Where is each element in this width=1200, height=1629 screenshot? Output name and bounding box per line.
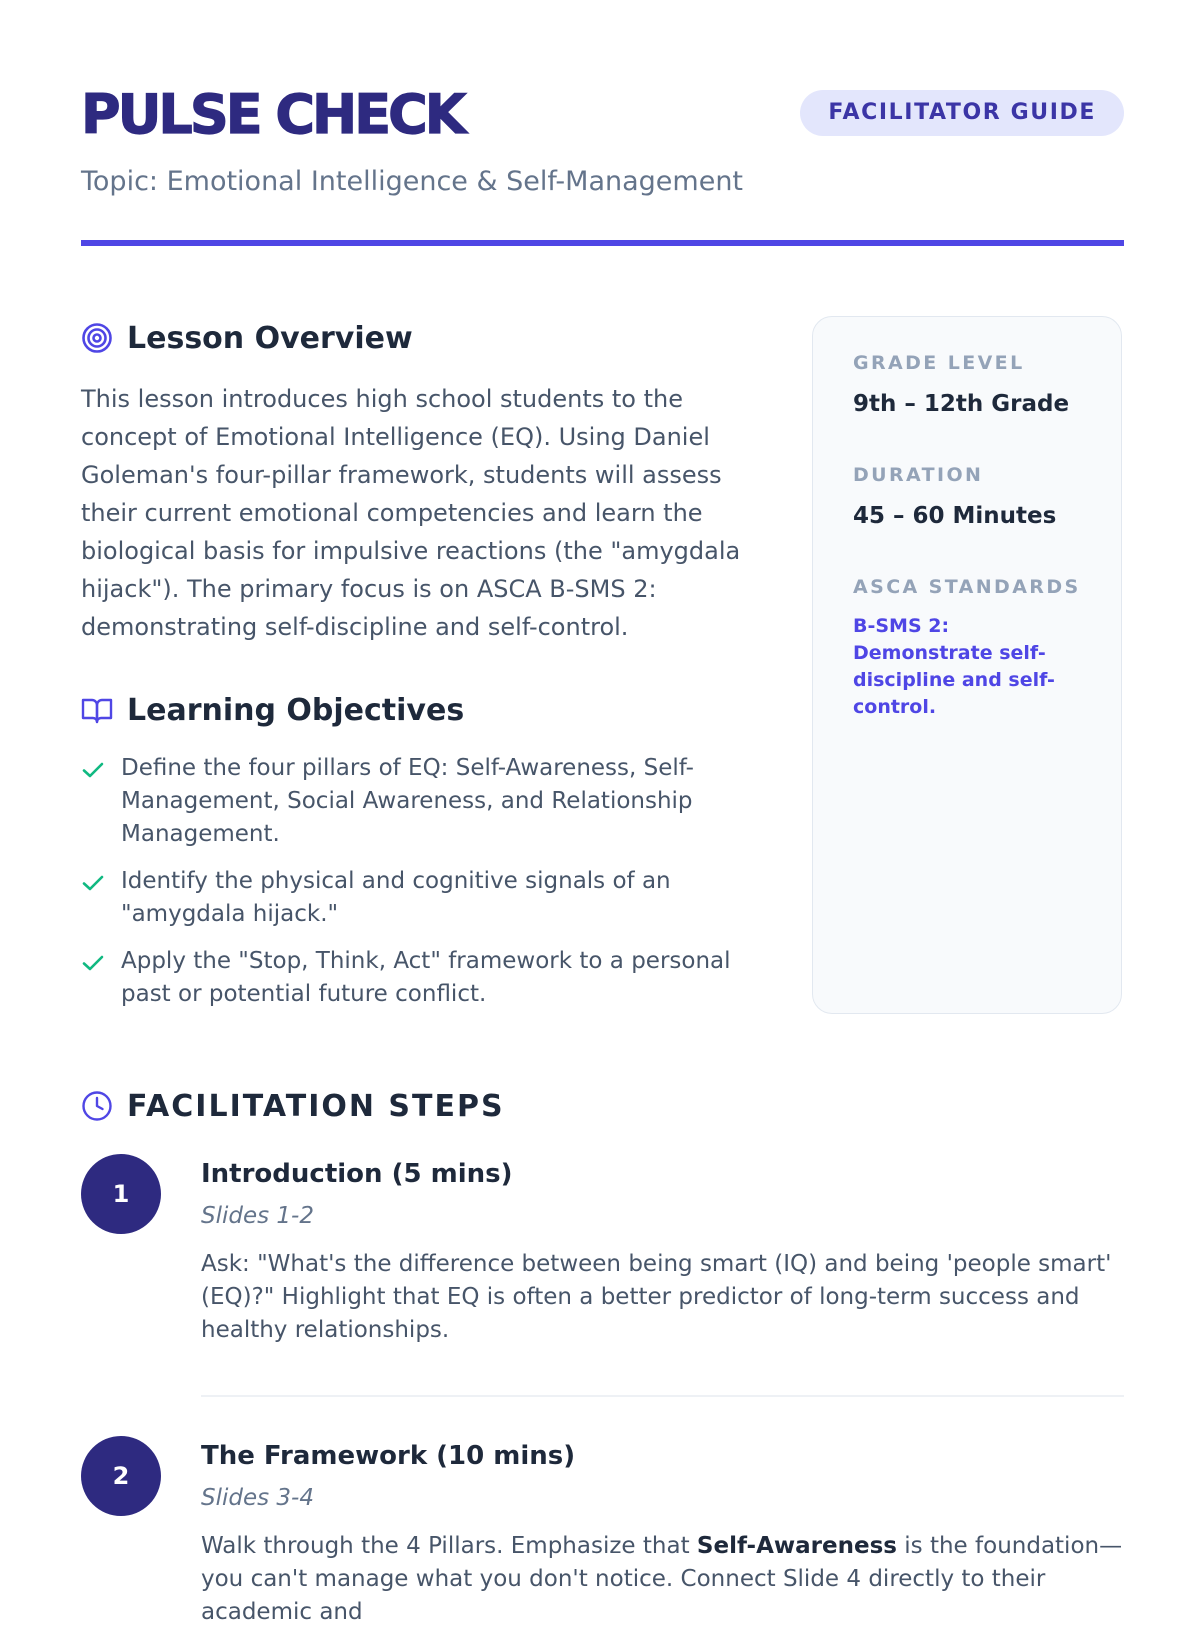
- step-body: [201, 1154, 1124, 1347]
- step-slides: Slides 3-4: [201, 1485, 314, 1511]
- lesson-overview-text: [81, 380, 751, 646]
- grade-level-label: GRADE LEVEL: [853, 352, 1025, 374]
- lesson-overview-title: Lesson Overview: [127, 320, 413, 356]
- asca-standards-label: ASCA STANDARDS: [853, 576, 1081, 598]
- step-number-badge: 1: [81, 1154, 161, 1234]
- target-icon: [81, 322, 113, 354]
- check-icon: [81, 951, 105, 975]
- step-description: [201, 1530, 1124, 1629]
- book-open-icon: [81, 694, 113, 726]
- grade-level-value: 9th – 12th Grade: [853, 391, 1070, 417]
- duration-label: DURATION: [853, 464, 984, 486]
- objective-text: Apply the "Stop, Think, Act" framework to a personal past or potential future conflict.: [121, 948, 731, 1007]
- clock-icon: [81, 1090, 113, 1122]
- objectives-list: [81, 752, 741, 1025]
- learning-objectives-title: Learning Objectives: [127, 692, 465, 728]
- step-description-end: is the foundation—you can't manage what you don't notice. Connect Slide 4 directly to their academic and: [201, 1533, 1123, 1625]
- step-divider: [201, 1395, 1124, 1397]
- topic-subtitle: Topic: Emotional Intelligence & Self-Management: [81, 166, 744, 197]
- duration-value: 45 – 60 Minutes: [853, 503, 1057, 529]
- asca-standards-value: B-SMS 2: Demonstrate self-discipline and self-control.: [853, 615, 1055, 718]
- objective-item: [81, 752, 741, 851]
- overview-paragraph: This lesson introduces high school students to the concept of Emotional Intelligence (EQ). Using Daniel Goleman's four-pillar framework, students will assess their current emotional competencies and learn the biological basis for impulsive reactions (the "amygdala hijack"). The primary focus is on ASCA B-SMS 2: demonstrating self-discipline and self-control.: [81, 385, 741, 641]
- learning-objectives-heading: [81, 690, 464, 730]
- step-title: The Framework (10 mins): [201, 1441, 576, 1471]
- facilitation-steps-heading: [81, 1086, 505, 1126]
- step-description-emphasis: Self-Awareness: [696, 1533, 897, 1559]
- step-description-start: Walk through the 4 Pillars. Emphasize that: [201, 1533, 697, 1559]
- step-title: Introduction (5 mins): [201, 1159, 513, 1189]
- check-icon: [81, 871, 105, 895]
- step-body: [201, 1436, 1124, 1629]
- facilitation-steps-title: FACILITATION STEPS: [127, 1088, 505, 1124]
- objective-text: Identify the physical and cognitive signals of an "amygdala hijack.": [121, 868, 671, 927]
- facilitator-guide-page: [81, 0, 1124, 1625]
- page-title: PULSE CHECK: [81, 83, 464, 146]
- step-description: Ask: "What's the difference between being smart (IQ) and being 'people smart' (EQ)?" Highlight that EQ is often a better predictor of long-term success and healthy relationships.: [201, 1251, 1112, 1343]
- objective-item: [81, 865, 741, 931]
- header-divider: [81, 240, 1124, 246]
- step-slides: Slides 1-2: [201, 1203, 314, 1229]
- objective-text: Define the four pillars of EQ: Self-Awareness, Self-Management, Social Awareness, and Relationship Management.: [121, 755, 694, 847]
- lesson-info-card: [812, 316, 1122, 1014]
- step-number-badge: 2: [81, 1436, 161, 1516]
- check-icon: [81, 758, 105, 782]
- objective-item: [81, 945, 741, 1011]
- facilitator-guide-badge: FACILITATOR GUIDE: [800, 90, 1124, 136]
- lesson-overview-heading: [81, 318, 413, 358]
